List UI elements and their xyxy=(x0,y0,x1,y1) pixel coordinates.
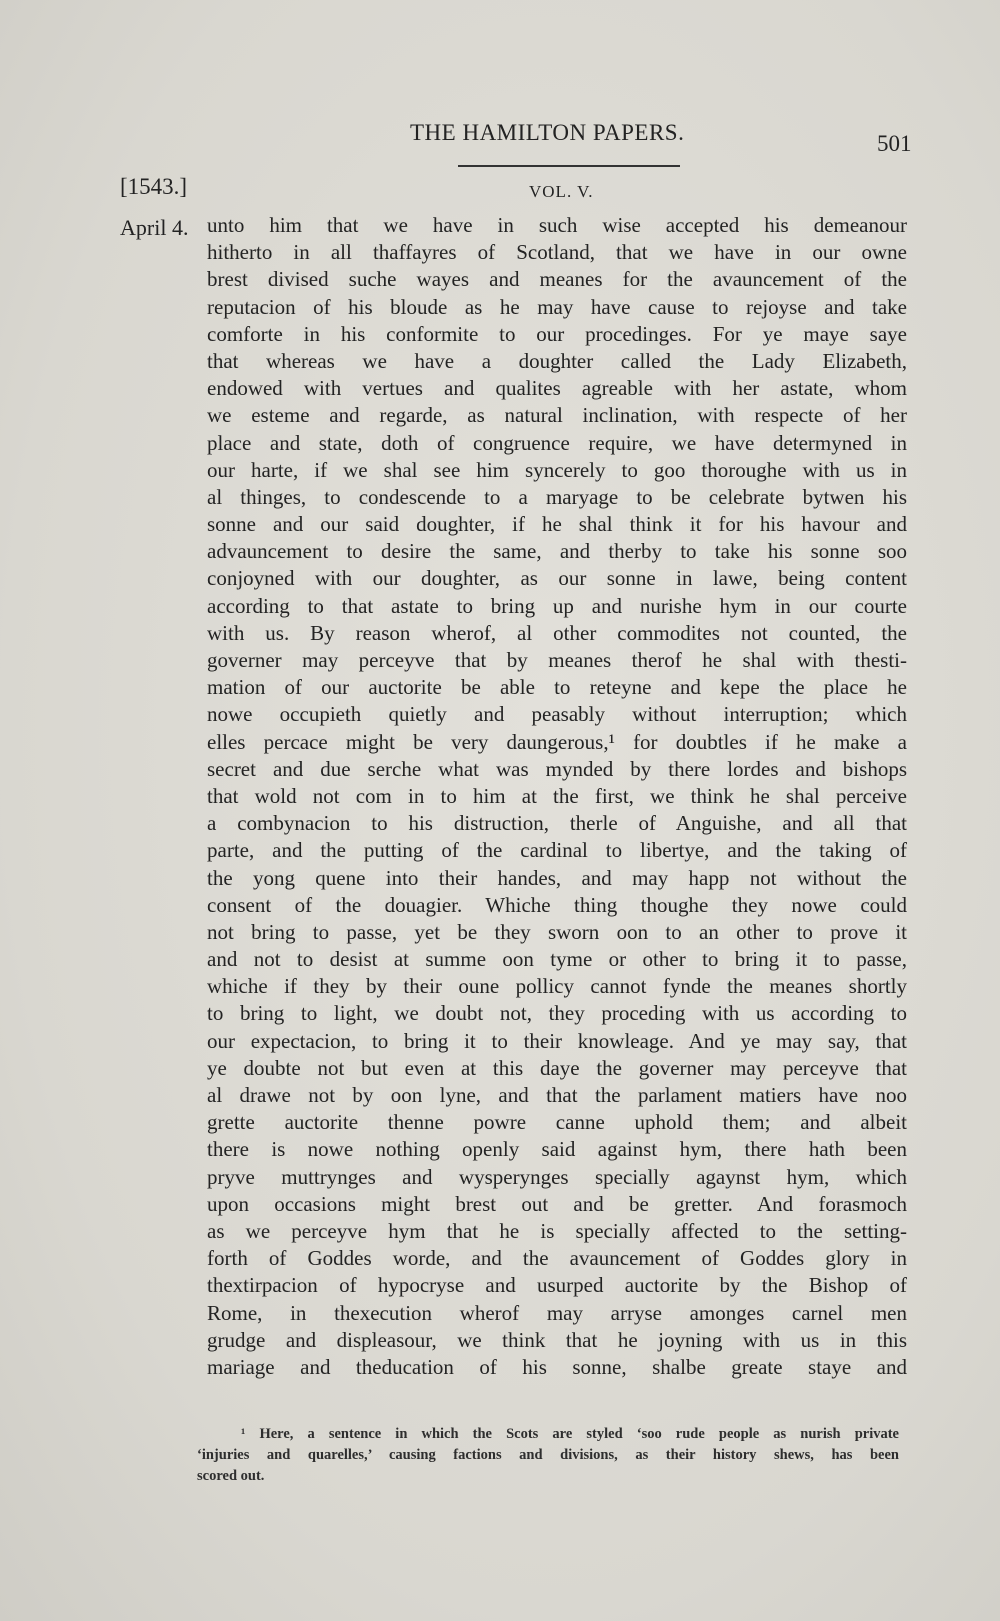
text-line: according to that astate to bring up and nurishe hym in our courte xyxy=(207,593,907,618)
text-line: al thinges, to condescende to a maryage to be celebrate bytwen his xyxy=(207,484,907,509)
text-line: al drawe not by oon lyne, and that the parlament matiers have noo xyxy=(207,1083,907,1107)
text-line: and not to desist at summe oon tyme or other to bring it to passe, xyxy=(207,947,907,972)
text-line: Rome, in thexecution wherof may arryse amonges carnel men xyxy=(207,1300,907,1325)
volume-label: VOL. V. xyxy=(529,182,594,201)
text-line: as we perceyve hym that he is specially affected to the setting- xyxy=(207,1218,907,1243)
header-rule xyxy=(458,165,680,167)
text-line: sonne and our said doughter, if he shal think it for his havour and xyxy=(207,512,907,537)
text-line: brest divised suche wayes and meanes for the avauncement of the xyxy=(207,267,907,292)
text-line: grette auctorite thenne powre canne uphold them; and albeit xyxy=(207,1110,907,1135)
text-line: governer may perceyve that by meanes therof he shal with thesti- xyxy=(207,648,907,672)
text-line: endowed with vertues and qualites agreable with her astate, whom xyxy=(207,376,907,401)
text-line: with us. By reason wherof, al other commodites not counted, the xyxy=(207,620,907,645)
text-line: secret and due serche what was mynded by there lordes and bishops xyxy=(207,756,907,781)
footnotes xyxy=(197,1424,899,1487)
text-line: our expectacion, to bring it to their knowleage. And ye may say, that xyxy=(207,1028,907,1053)
text-line: there is nowe nothing openly said against hym, there hath been xyxy=(207,1137,907,1162)
text-line: place and state, doth of congruence require, we have determyned in xyxy=(207,430,907,455)
text-line: ye doubte not but even at this daye the governer may perceyve that xyxy=(207,1055,907,1080)
body-text xyxy=(207,212,907,1381)
text-line: comforte in his conformite to our procedinges. For ye maye saye xyxy=(207,321,907,346)
text-line: unto him that we have in such wise accepted his demeanour xyxy=(207,213,907,237)
text-line: thextirpacion of hypocryse and usurped auctorite by the Bishop of xyxy=(207,1273,907,1298)
text-line: mariage and theducation of his sonne, shalbe greate staye and xyxy=(207,1354,907,1379)
text-line: grudge and displeasour, we think that he joyning with us in this xyxy=(207,1327,907,1352)
text-line: mation of our auctorite be able to reteyne and kepe the place he xyxy=(207,675,907,700)
text-line: a combynacion to his distruction, therle of Anguishe, and all that xyxy=(207,811,907,836)
text-line: that wold not com in to him at the first, we think he shal perceive xyxy=(207,783,907,808)
text-line: to bring to light, we doubt not, they proceding with us according to xyxy=(207,1001,907,1026)
text-line: hitherto in all thaffayres of Scotland, that we have in our owne xyxy=(207,240,907,265)
text-line: parte, and the putting of the cardinal to libertye, and the taking of xyxy=(207,838,907,863)
text-line: advauncement to desire the same, and therby to take his sonne soo xyxy=(207,539,907,564)
page-number: 501 xyxy=(877,131,912,156)
text-line: forth of Goddes worde, and the avauncement of Goddes glory in xyxy=(207,1246,907,1271)
footnote-line: scored out. xyxy=(197,1468,265,1484)
text-line: the yong quene into their handes, and may happ not without the xyxy=(207,865,907,890)
text-line: not bring to passe, yet be they sworn oon to an other to prove it xyxy=(207,919,907,944)
year-marker: [1543.] xyxy=(120,174,188,199)
text-line: conjoyned with our doughter, as our sonne in lawe, being content xyxy=(207,566,907,591)
text-line: upon occasions might brest out and be gretter. And forasmoch xyxy=(207,1191,907,1216)
text-line: that whereas we have a doughter called the Lady Elizabeth, xyxy=(207,348,907,373)
text-line: nowe occupieth quietly and peasably without interruption; which xyxy=(207,702,907,727)
footnote-line: ¹ Here, a sentence in which the Scots are styled ‘soo rude people as nurish private xyxy=(241,1426,899,1442)
text-line: we esteme and regarde, as natural inclination, with respecte of her xyxy=(207,403,907,428)
margin-date: April 4. xyxy=(120,215,189,240)
text-line: consent of the douagier. Whiche thing thoughe they nowe could xyxy=(207,892,907,917)
text-line: whiche if they by their oune pollicy cannot fynde the meanes shortly xyxy=(207,974,907,999)
text-line: reputacion of his bloude as he may have cause to rejoyse and take xyxy=(207,294,907,319)
footnote-line: ‘injuries and quarelles,’ causing factions and divisions, as their history shews, has been xyxy=(197,1447,899,1463)
text-line: our harte, if we shal see him syncerely to goo thoroughe with us in xyxy=(207,457,907,482)
text-line: pryve muttrynges and wysperynges specially agaynst hym, which xyxy=(207,1164,907,1189)
text-line: elles percace might be very daungerous,¹ for doubtles if he make a xyxy=(207,729,907,754)
running-title: THE HAMILTON PAPERS. xyxy=(410,120,685,145)
